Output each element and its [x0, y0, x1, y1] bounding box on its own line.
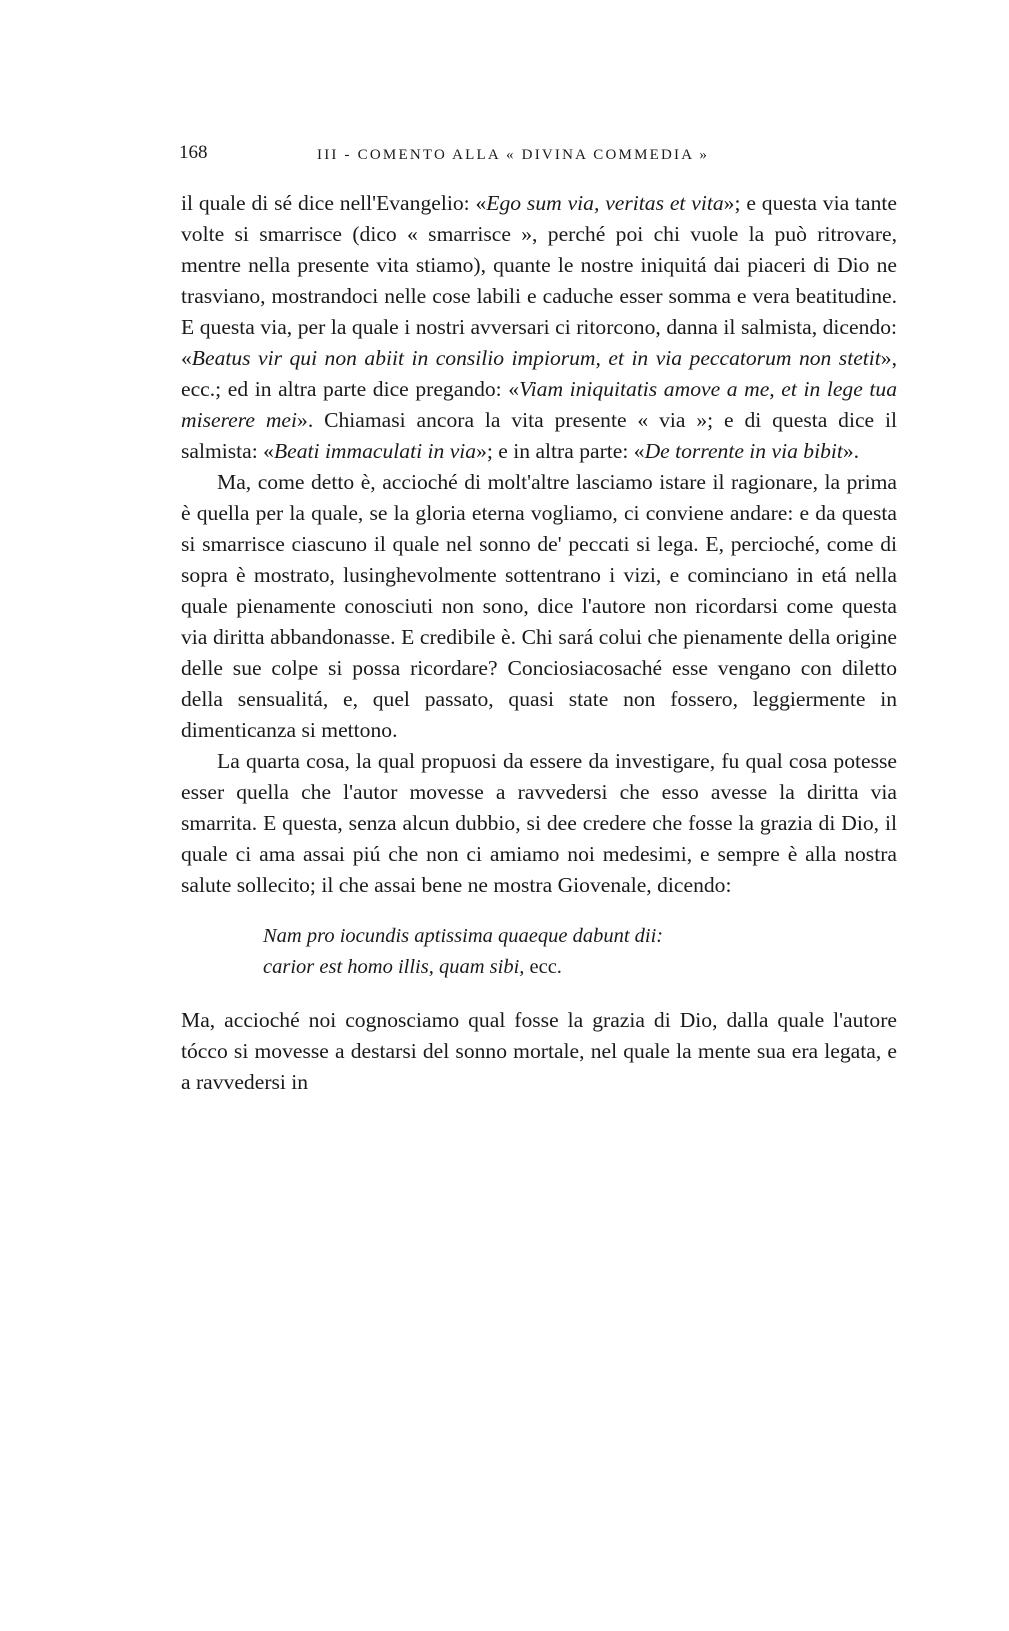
verse-text: carior est homo illis, quam sibi, [263, 956, 525, 978]
latin-quote: Ego sum via, veritas et vita [486, 191, 724, 215]
body-text [181, 188, 897, 1098]
latin-quote: De torrente in via bibit [644, 439, 843, 463]
latin-quote: Viam iniquitatis amove a me, et in lege tua miserere mei [181, 377, 897, 432]
verse-quotation [263, 921, 897, 983]
text-run: ». Chiamasi ancora la vita presente « via »; e di questa dice il salmista: « [181, 408, 898, 463]
text-run: »; e questa via tante volte si smarrisce (dico « smarrisce », perché poi chi vuole la può ritrovare, mentre nella presente vita stiamo), quante le nostre iniquitá dai piaceri di Dio ne trasviano, mostrandoci nelle cose labili e caduche esser somma e vera beatitudine. E questa via, per la quale i nostri avversari ci ritorcono, danna il salmista, dicendo: « [181, 191, 897, 370]
verse-text: Nam pro iocundis aptissima quaeque dabunt dii: [263, 925, 664, 947]
verse-line-1 [263, 921, 897, 952]
paragraph-1 [181, 188, 897, 467]
text-run: », ecc.; ed in altra parte dice pregando: « [181, 346, 897, 401]
paragraph-3: La quarta cosa, la qual propuosi da essere da investigare, fu qual cosa potesse esser quella che l'autor movesse a ravvedersi che esso avesse la diritta via smarrita. E questa, senza alcun dubbio, si dee credere che fosse la grazia di Dio, il quale ci ama assai piú che non ci amiamo noi medesimi, e sempre è alla nostra salute sollecito; il che assai bene ne mostra Giovenale, dicendo: [181, 749, 897, 897]
paragraph-2: Ma, come detto è, accioché di molt'altre lasciamo istare il ragionare, la prima è quella per la quale, se la gloria eterna vogliamo, ci conviene andare: e da questa si smarrisce ciascuno il quale nel sonno de' peccati si lega. E, percioché, come di sopra è mostrato, lusinghevolmente sottentrano i vizi, e cominciano in etá nella quale pienamente conosciuti non sono, dice l'autore non ricordarsi come questa via diritta abbandonasse. E credibile è. Chi sará colui che pienamente della origine delle sue colpe si possa ricordare? Conciosiacosaché esse vengano con diletto della sensualitá, e, quel passato, quasi state non fossero, leggiermente in dimenticanza si mettono. [181, 470, 897, 742]
latin-quote: Beatus vir qui non abiit in consilio impiorum, et in via peccatorum non stetit [191, 346, 881, 370]
verse-line-2 [263, 952, 897, 983]
paragraph-4: Ma, accioché noi cognosciamo qual fosse la grazia di Dio, dalla quale l'autore tócco si movesse a destarsi del sonno mortale, nel quale la mente sua era legata, e a ravvedersi in [181, 1008, 897, 1094]
latin-quote: Beati immaculati in via [273, 439, 477, 463]
text-run: il quale di sé dice nell'Evangelio: « [181, 191, 487, 215]
running-title: III - COMENTO ALLA « DIVINA COMMEDIA » [317, 147, 710, 163]
verse-suffix: ecc. [524, 956, 562, 978]
page-number: 168 [179, 142, 208, 163]
text-run: »; e in altra parte: « [476, 439, 645, 463]
text-run: ». [842, 439, 860, 463]
